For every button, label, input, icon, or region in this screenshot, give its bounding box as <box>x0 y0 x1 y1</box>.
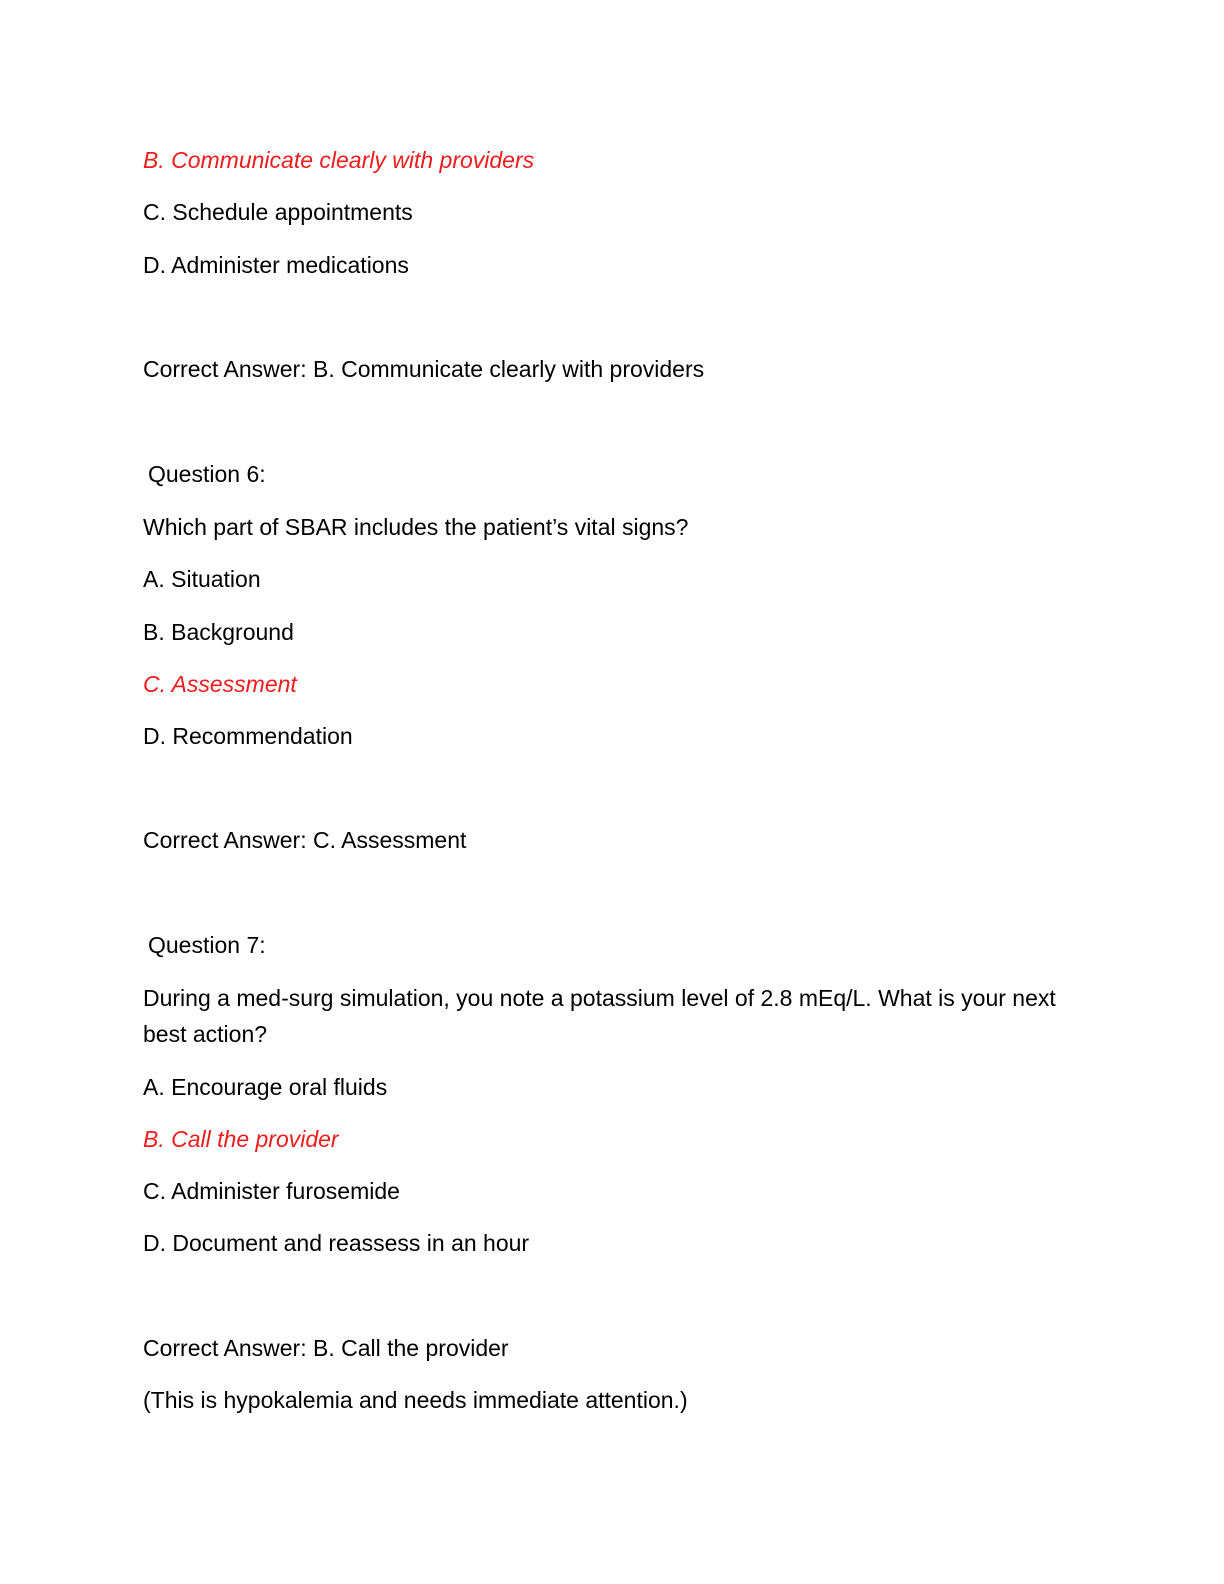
option-a: A. Encourage oral fluids <box>143 1074 388 1100</box>
option-d: D. Administer medications <box>143 252 409 278</box>
correct-answer: Correct Answer: B. Call the provider <box>143 1335 509 1361</box>
option-c: C. Administer furosemide <box>143 1178 400 1204</box>
option-b: B. Background <box>143 619 294 645</box>
correct-answer: Correct Answer: B. Communicate clearly with providers <box>143 356 705 382</box>
correct-answer: Correct Answer: C. Assessment <box>143 827 467 853</box>
option-b-correct: B. Call the provider <box>143 1126 339 1152</box>
option-b-correct: B. Communicate clearly with providers <box>143 147 535 173</box>
answer-note: (This is hypokalemia and needs immediate attention.) <box>143 1387 688 1413</box>
option-a: A. Situation <box>143 566 261 592</box>
question-7-header: Question 7: <box>148 932 266 958</box>
question-6-header: Question 6: <box>148 461 266 487</box>
option-c-correct: C. Assessment <box>143 671 297 697</box>
option-c: C. Schedule appointments <box>143 199 413 225</box>
question-7-prompt: During a med-surg simulation, you note a potassium level of 2.8 mEq/L. What is your next best action? <box>143 985 1056 1047</box>
option-d: D. Document and reassess in an hour <box>143 1230 530 1256</box>
option-d: D. Recommendation <box>143 723 353 749</box>
question-6-prompt: Which part of SBAR includes the patient’s vital signs? <box>143 514 689 540</box>
